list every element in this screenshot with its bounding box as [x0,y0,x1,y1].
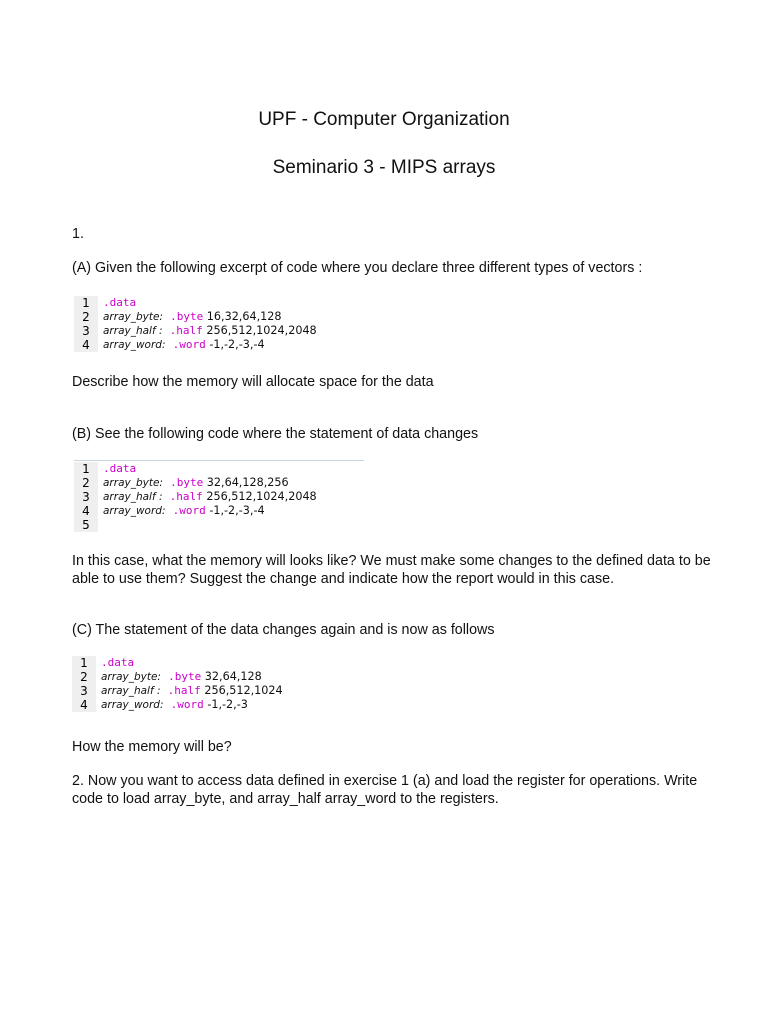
exercise-2-text: 2. Now you want to access data defined in exercise 1 (a) and load the register for operations. Write code to load array_byte, and array_half array_word to the registers. [72,773,698,807]
code-line [74,490,317,504]
code-values: 256,512,1024,2048 [206,324,317,337]
line-number: 4 [72,698,96,712]
code-content [98,490,317,504]
code-content [98,504,265,518]
line-number: 3 [72,684,96,698]
line-number: 5 [74,518,98,532]
line-number: 2 [74,476,98,490]
code-directive: .word [170,698,204,711]
exercise-1b-text: (B) See the following code where the statement of data changes [72,426,479,442]
exercise-1c-question: How the memory will be? [72,739,232,755]
code-block-c [72,656,283,712]
exercise-1-number: 1. [72,226,84,242]
code-line [72,670,283,684]
code-line [74,518,317,532]
line-number: 4 [74,338,98,352]
page-subtitle: Seminario 3 - MIPS arrays [272,157,496,178]
line-number: 2 [72,670,96,684]
code-line [74,296,317,310]
code-content [98,338,265,352]
code-directive: .word [172,338,206,351]
code-line [74,324,317,338]
code-label: array_word: [103,339,166,351]
code-line [74,338,317,352]
code-line [74,462,317,476]
code-line [72,684,283,698]
code-label: array_byte: [103,477,163,489]
code-directive: .half [169,490,203,503]
page-title: UPF - Computer Organization [258,109,510,130]
exercise-1a-text: (A) Given the following excerpt of code where you declare three different types of vectors : [72,260,643,276]
code-block-b [74,462,317,532]
code-content [98,518,103,532]
code-block-b-border [74,460,364,461]
code-block-a [74,296,317,352]
code-content [96,684,283,698]
code-line [74,476,317,490]
exercise-1c-text: (C) The statement of the data changes again and is now as follows [72,622,495,638]
code-label: array_half : [101,685,161,697]
line-number: 1 [74,462,98,476]
code-directive: .byte [170,476,204,489]
code-line [72,656,283,670]
line-number: 4 [74,504,98,518]
code-content [98,296,136,310]
code-values: 256,512,1024 [204,684,283,697]
code-directive: .word [172,504,206,517]
code-content [98,462,136,476]
code-content [96,670,262,684]
code-line [74,504,317,518]
line-number: 2 [74,310,98,324]
code-directive: .byte [168,670,202,683]
code-values: 32,64,128 [204,670,262,683]
code-content [96,698,248,712]
code-label: array_half : [103,491,163,503]
line-number: 1 [72,656,96,670]
code-line [72,698,283,712]
line-number: 1 [74,296,98,310]
code-directive: .half [167,684,201,697]
code-values: -1,-2,-3,-4 [209,504,265,517]
code-directive: .data [103,296,137,309]
line-number: 3 [74,490,98,504]
code-content [96,656,134,670]
code-directive: .data [103,462,137,475]
code-values: -1,-2,-3,-4 [209,338,265,351]
code-values: -1,-2,-3 [207,698,248,711]
code-label: array_word: [103,505,166,517]
code-directive: .data [101,656,135,669]
code-content [98,310,282,324]
line-number: 3 [74,324,98,338]
code-label: array_half : [103,325,163,337]
code-label: array_byte: [101,671,161,683]
code-content [98,324,317,338]
code-values: 256,512,1024,2048 [206,490,317,503]
code-directive: .half [169,324,203,337]
code-values: 16,32,64,128 [206,310,282,323]
code-line [74,310,317,324]
code-label: array_word: [101,699,164,711]
code-content [98,476,289,490]
exercise-1b-question: In this case, what the memory will looks like? We must make some changes to the defined data to be able to use them? Suggest the change and indicate how the report would in this case. [72,553,711,587]
code-label: array_byte: [103,311,163,323]
code-directive: .byte [170,310,204,323]
code-values: 32,64,128,256 [206,476,289,489]
exercise-1a-question: Describe how the memory will allocate space for the data [72,374,434,390]
